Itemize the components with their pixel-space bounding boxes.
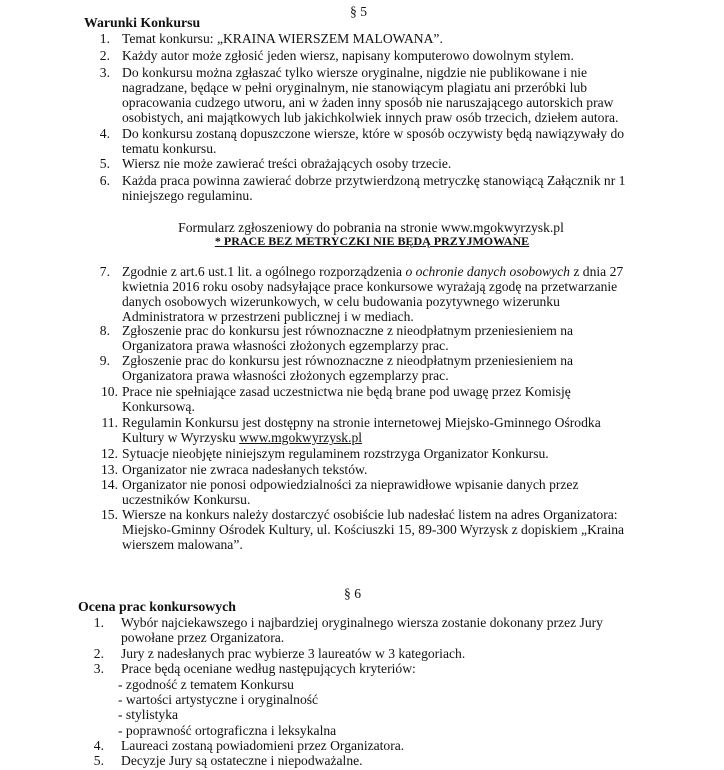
item7-line: kwietnia 2016 roku osoby nadsyłające prace konkursowe wyrażają zgodę na przetwarzanie [122,279,618,294]
section-6-number: § 6 [344,586,361,601]
list-item-line: Każda praca powinna zawierać dobrze przytwierdzoną metryczkę stanowiącą Załącznik nr 1 [122,173,626,188]
list-number: 7. [99,264,110,279]
list-number: 6. [99,173,110,188]
list-item-line: opracowania cudzego utworu, ani w żaden inny sposób nie naruszającego autorskich praw [122,95,614,110]
list-item-line: wierszem malowana”. [122,537,243,552]
list-item-line: Organizatora prawa własności złożonych egzemplarzy prac. [122,338,449,353]
list-number: 2. [99,48,110,63]
warning-note: * PRACE BEZ METRYCZKI NIE BĘDĄ PRZYJMOWANE [214,234,530,248]
list-number: 9. [99,353,110,368]
item11-line: Regulamin Konkursu jest dostępny na stronie internetowej Miejsko-Gminnego Ośrodka [122,415,601,430]
item7-text-a: Zgodnie z art.6 ust.1 lit. a ogólnego rozporządzenia [122,264,406,279]
list-item-line: Organizator nie ponosi odpowiedzialności za nieprawidłowe wpisanie danych przez [122,477,579,492]
list-item-line: Organizator nie zwraca nadesłanych tekstów. [122,462,368,477]
website-link[interactable]: www.mgokwyrzysk.pl [239,430,363,445]
list-item-line: Do konkursu można zgłaszać tylko wiersze oryginalne, nigdzie nie publikowane i nie [122,65,588,80]
list-item-line: Prace będą oceniane według następujących kryteriów: [121,661,416,676]
list-item-line: niniejszego regulaminu. [122,188,253,203]
list-item-line: Konkursową. [122,399,195,414]
list-number: 2. [93,646,104,661]
list-number: 10. [101,384,118,399]
item7-line: danych osobowych wizerunkowych, w celu budowania pozytywnego wizerunku [122,294,560,309]
list-number: 5. [99,156,110,171]
list-item-line: Laureaci zostaną powiadomieni przez Organizatora. [121,738,405,753]
list-item-line: Prace nie spełniające zasad uczestnictwa nie będą brane pod uwagę przez Komisję [122,384,571,399]
item7-text-c: z dnia 27 [569,264,624,279]
criterion: - stylistyka [118,707,179,722]
list-item-line: Organizatora prawa własności złożonych egzemplarzy prac. [122,368,449,383]
criterion: - poprawność ortograficzna i leksykalna [118,723,337,738]
form-note-text: Formularz zgłoszeniowy do pobrania na stronie [178,220,441,235]
section-6-heading: Ocena prac konkursowych [78,599,236,614]
list-number: 4. [93,738,104,753]
form-link[interactable]: www.mgokwyrzysk.pl [440,220,564,235]
list-item-line: tematu konkursu. [122,141,217,156]
list-item-line: Jury z nadesłanych prac wybierze 3 laureatów w 3 kategoriach. [121,646,466,661]
list-item-line: powołane przez Organizatora. [121,630,285,645]
list-item-line: Sytuacje nieobjęte niniejszym regulaminem rozstrzyga Organizator Konkursu. [122,446,549,461]
list-item-line: Wiersze na konkurs należy dostarczyć osobiście lub nadesłać listem na adres Organizatora: [122,507,618,522]
list-number: 12. [101,446,118,461]
list-number: 3. [93,661,104,676]
list-number: 1. [93,615,104,630]
list-number: 14. [101,477,118,492]
item7-text-italic: o ochronie danych osobowych [405,264,570,279]
list-item-line: uczestników Konkursu. [122,492,251,507]
list-item-line: Zgłoszenie prac do konkursu jest równoznaczne z nieodpłatnym przeniesieniem na [122,323,574,338]
criterion: - wartości artystyczne i oryginalność [118,692,319,707]
list-item-line: Wybór najciekawszego i najbardziej oryginalnego wiersza zostanie dokonany przez Jury [121,615,603,630]
criterion: - zgodność z tematem Konkursu [118,677,294,692]
list-number: 4. [99,126,110,141]
form-note [0,220,724,235]
list-item-line: Decyzje Jury są ostateczne i niepodważalne. [121,753,363,768]
list-item-line: Temat konkursu: „KRAINA WIERSZEM MALOWANA”. [122,31,443,46]
list-number: 1. [99,31,110,46]
list-item-line: osobistych, ani majątkowych lub jakichkolwiek innych praw osób trzecich, dziełem autora. [122,110,619,125]
list-item-line: Do konkursu zostaną dopuszczone wiersze, które w sposób oczywisty będą nawiązywały do [122,126,625,141]
section-5-heading: Warunki Konkursu [84,15,201,30]
list-number: 15. [101,507,118,522]
item7-line: Administratora w przestrzeni publicznej i w mediach. [122,309,414,324]
list-number: 8. [99,323,110,338]
list-item-line: Wiersz nie może zawierać treści obrażających osoby trzecie. [122,156,452,171]
list-item-line: Miejsko-Gminny Ośrodek Kultury, ul. Kościuszki 15, 89-300 Wyrzysk z dopiskiem „Kraina [122,522,625,537]
list-number: 13. [101,462,118,477]
list-number: 3. [99,65,110,80]
list-number: 11. [101,415,118,430]
list-number: 5. [93,753,104,768]
list-item-line: nagradzane, będące w pełni oryginalnym, nie stanowiącym plagiatu ani przeróbki lub [122,80,588,95]
list-item-line: Zgłoszenie prac do konkursu jest równoznaczne z nieodpłatnym przeniesieniem na [122,353,574,368]
section-5-number: § 5 [350,4,367,19]
item11-text: Kultury w Wyrzysku [122,430,240,445]
list-item-line: Każdy autor może zgłosić jeden wiersz, napisany komputerowo dowolnym stylem. [122,48,574,63]
